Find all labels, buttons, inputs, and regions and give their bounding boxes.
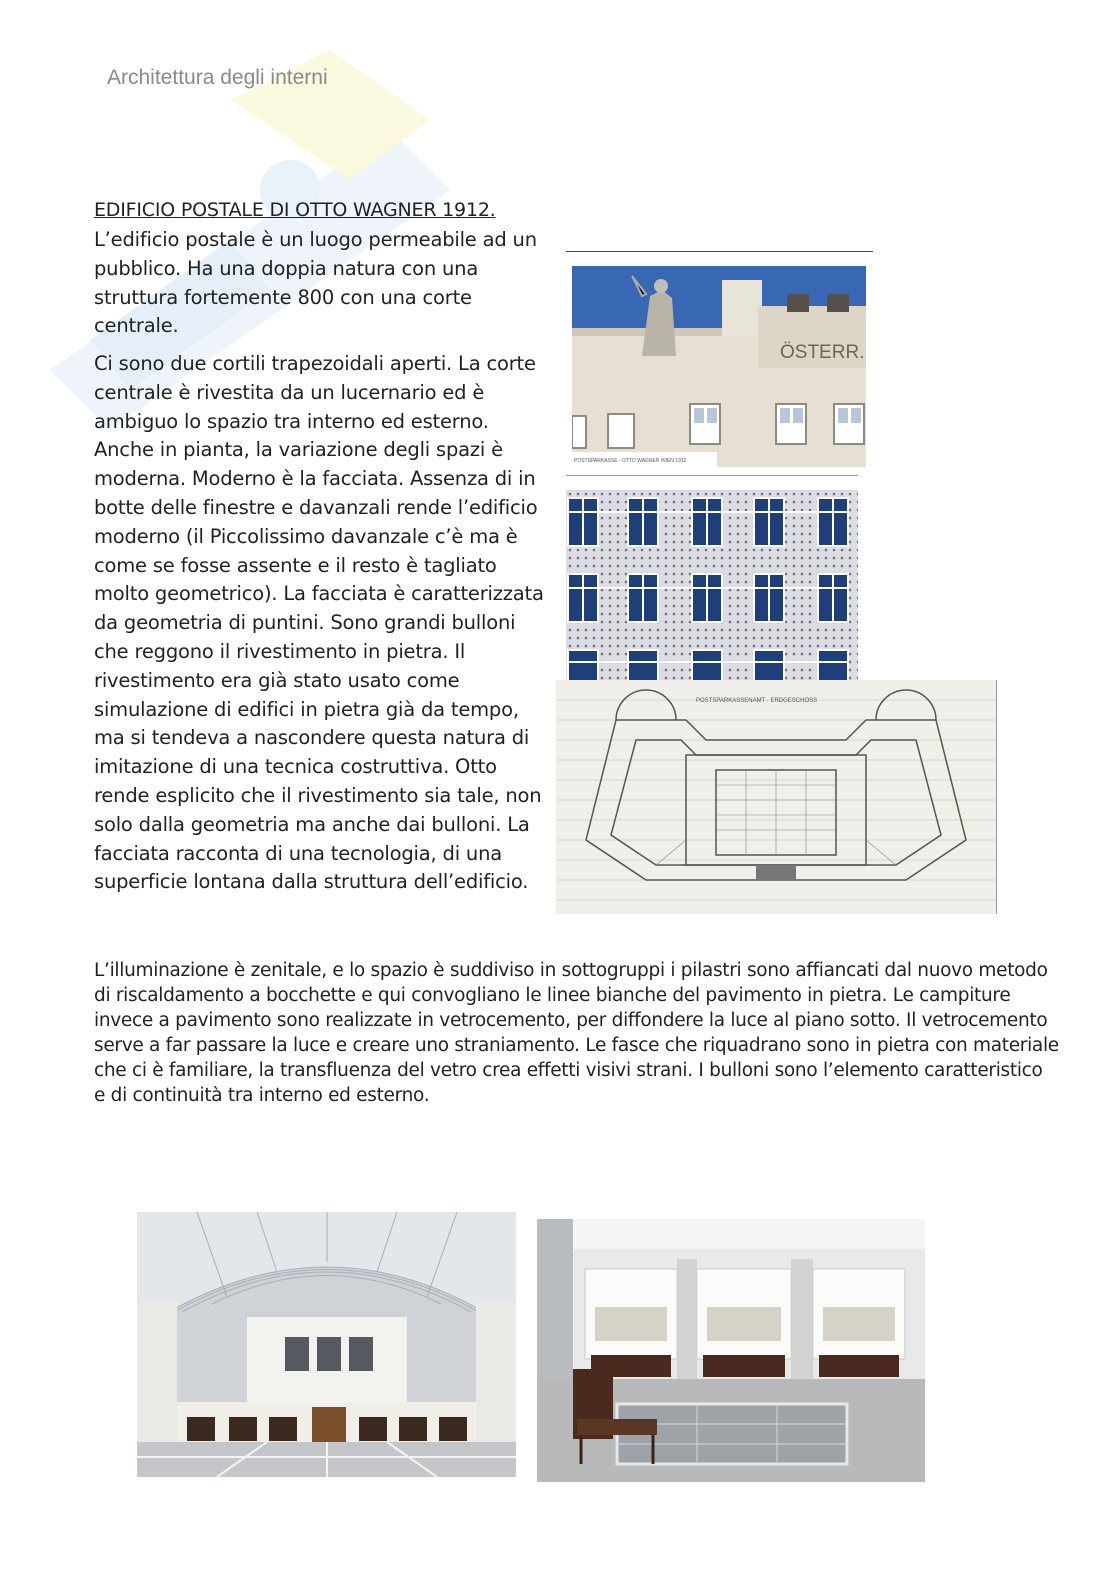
facade-windows-photo: [566, 490, 858, 690]
paragraph-interior: [94, 958, 1059, 1108]
plan-caption: POSTSPARKASSENAMT · ERDGESCHOSS: [696, 698, 818, 704]
paragraph-facade-text: Ci sono due cortili trapezoidali aperti. La corte centrale è rivestita da un lucernario ed è ambiguo lo spazio tra interno ed esterno. Anche in pianta, la variazione degli spazi è moderna. Moderno è la facciata. Assenza di in botte delle finestre e davanzali rende l’edificio moderno (il Piccolissimo davanzale c’è ma è come se fosse assente e il resto è tagliato molto geometrico). La facciata è caratterizzata da geometria di puntini. Sono grandi bulloni che reggono il rivestimento in pietra. Il rivestimento era già stato usato come simulazione di edifici in pietra già da tempo, ma si tendeva a nascondere questa natura di imitazione di una tecnica costruttiva. Otto rende esplicito che il rivestimento sia tale, non solo dalla geometria ma anche dai bulloni. La facciata racconta di una tecnologia, di una superficie lontana dalla struttura dell’edificio.: [94, 352, 544, 894]
paragraph-facade: [94, 350, 549, 897]
paragraph-intro: [94, 226, 549, 341]
interior-hall-photo: [137, 1212, 516, 1477]
facade-roof-photo: [572, 266, 866, 467]
page-header: Architettura degli interni: [107, 66, 328, 89]
divider-line: [566, 475, 858, 476]
floor-plan-drawing: [556, 680, 997, 914]
facade-caption: POSTSPARKASSE · OTTO WAGNER WIEN 1912: [574, 458, 687, 464]
paragraph-intro-text: L’edificio postale è un luogo permeabile ad un pubblico. Ha una doppia natura con una struttura fortemente 800 con una corte centrale.: [94, 228, 537, 338]
interior-counters-photo: [537, 1219, 925, 1482]
paragraph-interior-text: L’illuminazione è zenitale, e lo spazio è suddiviso in sottogruppi i pilastri sono affiancati dal nuovo metodo di riscaldamento a bocchette e qui convogliano le linee bianche del pavimento in pietra. Le campiture invece a pavimento sono realizzate in vetrocemento, per diffondere la luce al piano sotto. Il vetrocemento serve a far passare la luce e creare uno straniamento. Le fasce che riquadrano sono in pietra con materiale che ci è familiare, la transfluenza del vetro crea effetti visivi strani. I bulloni sono l’elemento caratteristico e di continuità tra interno ed esterno.: [94, 960, 1059, 1106]
section-title: EDIFICIO POSTALE DI OTTO WAGNER 1912.: [94, 199, 496, 221]
divider-line: [566, 251, 873, 252]
facade-sign-text: ÖSTERR.: [780, 342, 865, 363]
